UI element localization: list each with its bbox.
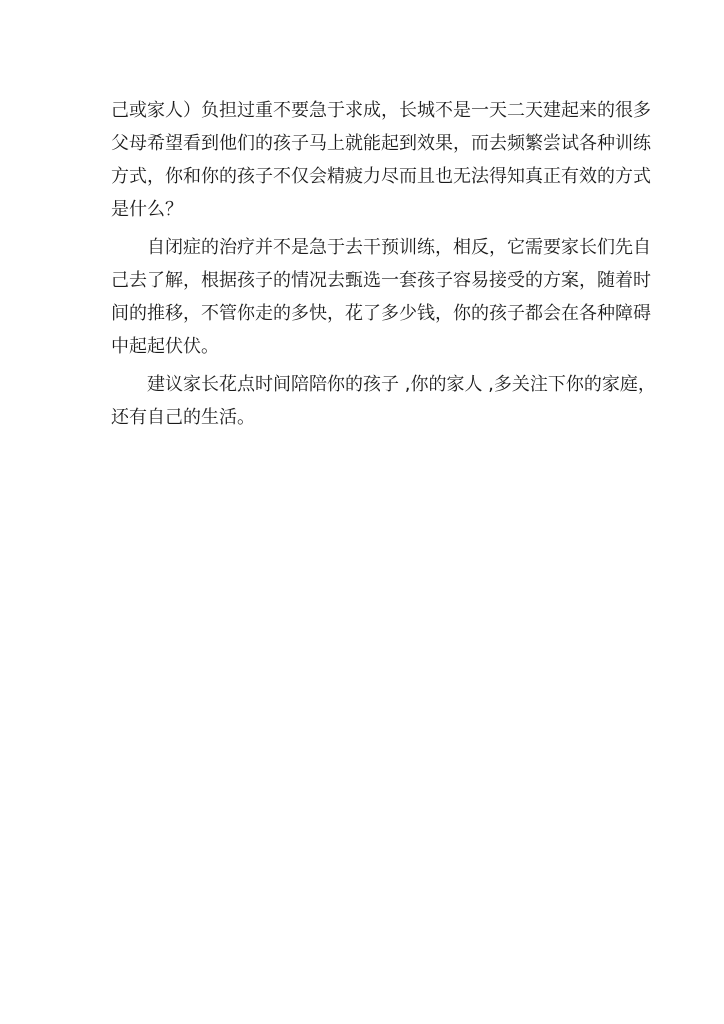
text-line: 是什么？ — [111, 199, 183, 220]
text-line: 中起起伏伏。 — [111, 336, 219, 357]
paragraph-3 — [111, 368, 656, 434]
text-line: 己或家人）负担过重不要急于求成，长城不是一天二天建起来的很多 — [111, 100, 651, 121]
text-line: 建议家长花点时间陪陪你的孩子 ,你的家人 ,多关注下你的家庭， — [147, 374, 656, 395]
text-line: 间的推移，不管你走的多快，花了多少钱，你的孩子都会在各种障碍 — [111, 303, 651, 324]
text-line: 方式，你和你的孩子不仅会精疲力尽而且也无法得知真正有效的方式 — [111, 166, 651, 187]
document-body — [111, 94, 656, 434]
text-line: 父母希望看到他们的孩子马上就能起到效果，而去频繁尝试各种训练 — [111, 133, 651, 154]
text-line: 还有自己的生活。 — [111, 407, 255, 428]
paragraph-1 — [111, 94, 651, 226]
paragraph-2 — [111, 231, 651, 363]
text-line: 己去了解，根据孩子的情况去甄选一套孩子容易接受的方案，随着时 — [111, 270, 651, 291]
text-line: 自闭症的治疗并不是急于去干预训练，相反，它需要家长们先自 — [147, 237, 651, 258]
